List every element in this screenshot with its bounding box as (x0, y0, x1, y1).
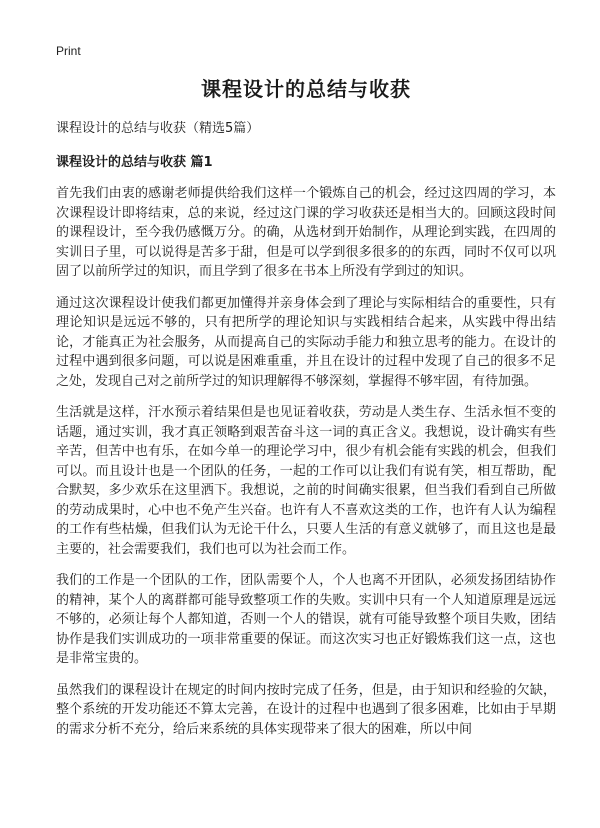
print-label: Print (56, 44, 81, 58)
body-paragraph-1: 首先我们由衷的感谢老师提供给我们这样一个锻炼自己的机会，经过这四周的学习，本次课程设计即将结束，总的来说，经过这门课的学习收获还是相当大的。回顾这段时间的课程设计，至今我仍感慨万分。的确，从选材到开始制作，从理论到实践，在四周的实训日子里，可以说得是苦多于甜，但是可以学到很多很多的的东西，同时不仅可以巩固了以前所学过的知识，而且学到了很多在书本上所没有学到过的知识。 (56, 186, 556, 279)
body-paragraph-3: 生活就是这样，汗水预示着结果但是也见证着收获，劳动是人类生存、生活永恒不变的话题，通过实训，我才真正领略到艰苦奋斗这一词的真正含义。我想说，设计确实有些辛苦，但苦中也有乐，在如今单一的理论学习中，很少有机会能有实践的机会，但我们可以。而且设计也是一个团队的任务，一起的工作可以让我们有说有笑，相互帮助，配合默契，多少欢乐在这里洒下。我想说，之前的时间确实很累，但当我们看到自己所做的劳动成果时，心中也不免产生兴奋。也许有人不喜欢这类的工作，也许有人认为编程的工作有些枯燥，但我们认为无论干什么，只要人生活的有意义就够了，而且这也是最主要的，社会需要我们，我们也可以为社会而工作。 (56, 405, 556, 557)
document-subtitle: 课程设计的总结与收获（精选5篇） (56, 121, 260, 136)
section-heading: 课程设计的总结与收获 篇1 (56, 155, 213, 170)
body-paragraph-2: 通过这次课程设计使我们都更加懂得并亲身体会到了理论与实际相结合的重要性，只有理论知识是远远不够的，只有把所学的理论知识与实践相结合起来，从实践中得出结论，才能真正为社会服务，从而提高自己的实际动手能力和独立思考的能力。在设计的过程中遇到很多问题，可以说是困难重重，并且在设计的过程中发现了自己的很多不足之处，发现自己对之前所学过的知识理解得不够深刻，掌握得不够牢固，有待加强。 (56, 295, 556, 389)
document-title: 课程设计的总结与收获 (201, 77, 411, 101)
body-paragraph-4: 我们的工作是一个团队的工作，团队需要个人，个人也离不开团队，必须发扬团结协作的精神，某个人的离群都可能导致整项工作的失败。实训中只有一个人知道原理是远远不够的，必须让每个人都知道，否则一个人的错误，就有可能导致整个项目失败，团结协作是我们实训成功的一项非常重要的保证。而这次实习也正好锻炼我们这一点，这也是非常宝贵的。 (56, 573, 556, 666)
body-paragraph-5: 虽然我们的课程设计在规定的时间内按时完成了任务，但是，由于知识和经验的欠缺，整个系统的开发功能还不算太完善，在设计的过程中也遇到了很多困难，比如由于早期的需求分析不充分，给后来系统的具体实现带来了很大的困难，所以中间 (56, 682, 556, 737)
